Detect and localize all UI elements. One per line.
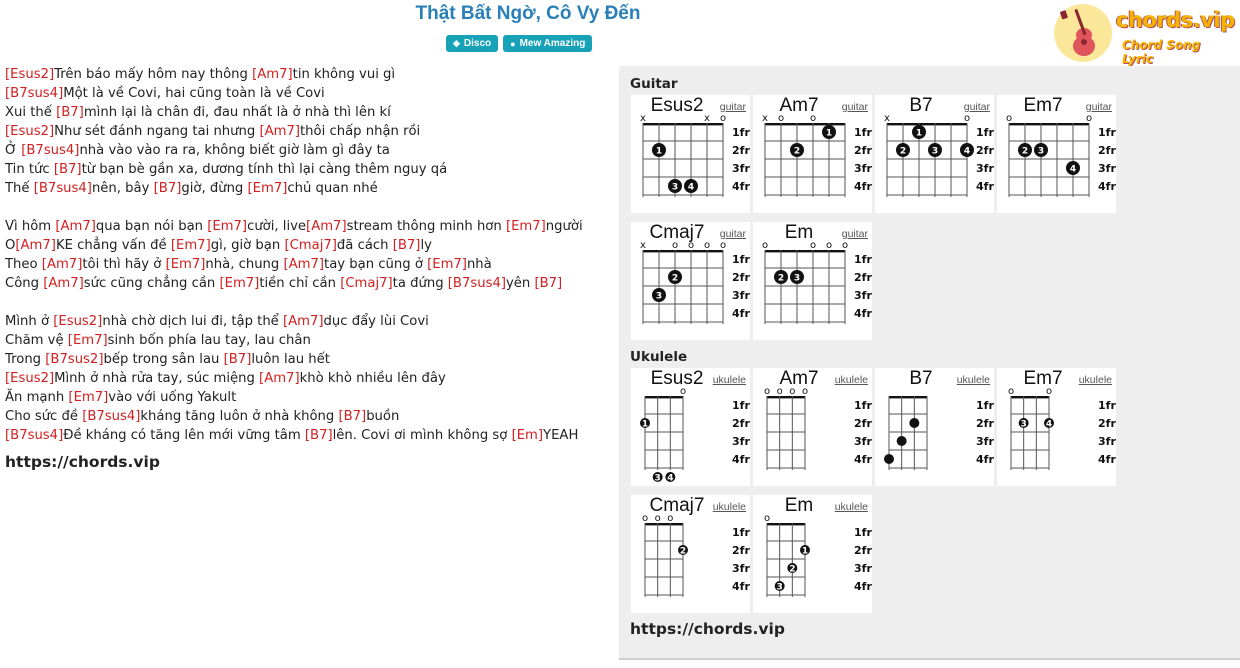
panel-footer-url[interactable]: https://chords.vip: [630, 620, 785, 638]
muted-string-marker: x: [884, 113, 890, 124]
lyric-text: YEAH: [543, 428, 579, 443]
open-string-marker: o: [671, 240, 679, 251]
open-string-marker: o: [1045, 386, 1053, 397]
fret-label: 3fr: [854, 162, 872, 175]
chord-token[interactable]: [Am7]: [55, 219, 96, 234]
genre-badge-label: Disco: [463, 38, 492, 49]
open-string-marker: o: [763, 513, 771, 524]
finger-number: 4: [1069, 164, 1077, 175]
fret-label: 1fr: [732, 399, 750, 412]
chord-token[interactable]: [Esus2]: [5, 67, 55, 82]
chord-token[interactable]: [B7]: [56, 105, 84, 120]
lyric-text: gì, giờ bạn: [210, 238, 285, 253]
chord-name: Em7: [1023, 368, 1063, 389]
fret-label: 4fr: [732, 580, 750, 593]
chord-card-ukulele-cmaj7[interactable]: [631, 495, 750, 613]
nut-line: [645, 523, 683, 525]
lyric-text: ta đứng: [392, 276, 448, 291]
fret-label: 1fr: [1098, 126, 1116, 139]
instrument-link[interactable]: guitar: [719, 101, 746, 113]
chord-name: Em: [784, 495, 814, 516]
chord-card-guitar-em[interactable]: [753, 222, 872, 340]
fret-label: 4fr: [732, 453, 750, 466]
fret-label: 1fr: [976, 399, 994, 412]
instrument-link[interactable]: guitar: [841, 228, 868, 240]
lyric-text: dục đẩy lùi Covi: [323, 314, 429, 329]
chord-token[interactable]: [Em7]: [427, 257, 467, 272]
chord-card-ukulele-em[interactable]: [753, 495, 872, 613]
open-string-marker: o: [763, 386, 771, 397]
fret-label: 1fr: [732, 526, 750, 539]
finger-number: 1: [801, 546, 809, 557]
chord-card-guitar-b7[interactable]: [875, 95, 994, 213]
open-string-marker: o: [667, 513, 674, 524]
chord-token[interactable]: [Am7]: [259, 371, 300, 386]
lyric-line: [5, 407, 610, 426]
nut-line: [1009, 123, 1089, 125]
muted-string-marker: x: [640, 240, 646, 251]
lyric-text: sức cũng chẳng cần: [83, 276, 220, 291]
lyric-text: Tin tức: [5, 162, 54, 177]
chord-name: B7: [909, 368, 933, 389]
chord-card-ukulele-esus2[interactable]: [631, 368, 750, 486]
chord-token[interactable]: [Em7]: [247, 181, 288, 196]
chord-card-guitar-esus2[interactable]: [631, 95, 750, 213]
lyric-text: tiền chỉ cần: [259, 276, 341, 291]
finger-number: 2: [789, 564, 796, 575]
open-string-marker: o: [703, 240, 711, 251]
fret-label: 3fr: [1098, 435, 1116, 448]
instrument-link[interactable]: ukulele: [834, 374, 868, 386]
fret-label: 2fr: [1098, 417, 1116, 430]
nut-line: [1011, 396, 1049, 398]
fret-label: 2fr: [1098, 144, 1116, 157]
fret-label: 3fr: [732, 289, 750, 302]
lyric-line: [5, 274, 610, 293]
chord-name: Em: [784, 222, 814, 243]
chord-token[interactable]: [Em]: [511, 428, 544, 443]
lyrics-section: [5, 65, 610, 472]
chord-token[interactable]: [B7sus4]: [82, 409, 141, 424]
open-string-marker: o: [801, 386, 809, 397]
lyric-line: [5, 141, 610, 160]
genre-badge[interactable]: [446, 35, 498, 52]
lyric-text: thôi chấp nhận rồi: [300, 124, 421, 139]
chord-token[interactable]: [B7]: [392, 238, 421, 253]
fret-label: 4fr: [976, 180, 994, 193]
lyric-text: Như sét đánh ngang tai nhưng: [54, 124, 260, 139]
open-string-marker: o: [789, 386, 796, 397]
lyric-blank-line: [5, 293, 610, 312]
fret-label: 3fr: [854, 562, 872, 575]
lyric-text: Một là về Covi, hai cũng toàn là về Covi: [63, 86, 325, 101]
chord-token[interactable]: [B7sus4]: [21, 143, 80, 158]
lyric-text: khò khò nhiều lên đây: [299, 371, 446, 386]
fret-label: 4fr: [854, 453, 872, 466]
lyric-line: [5, 369, 610, 388]
fret-label: 3fr: [732, 562, 750, 575]
chord-token[interactable]: [Am7]: [283, 257, 325, 272]
open-string-marker: o: [1007, 386, 1015, 397]
fret-label: 1fr: [854, 253, 872, 266]
finger-number: 3: [931, 146, 939, 157]
fret-label: 3fr: [732, 435, 750, 448]
chord-token[interactable]: [Am7]: [259, 124, 301, 139]
open-string-marker: o: [809, 240, 817, 251]
lyrics-footer-url[interactable]: https://chords.vip: [5, 453, 160, 471]
artist-badge-label: Mew Amazing: [519, 38, 586, 49]
lyric-text: Mình ở nhà rửa tay, súc miệng: [54, 371, 260, 386]
open-string-marker: o: [641, 513, 649, 524]
lyric-text: Thế: [5, 181, 34, 196]
lyric-line: [5, 350, 610, 369]
lyric-line: [5, 236, 610, 255]
nut-line: [765, 250, 845, 252]
chord-token[interactable]: [Am7]: [282, 314, 324, 329]
lyric-text: kháng tăng luôn ở nhà không: [140, 409, 339, 424]
finger-dot: [884, 454, 894, 464]
chord-token[interactable]: [B7sus4]: [5, 86, 64, 101]
open-string-marker: o: [963, 113, 971, 124]
open-string-marker: o: [679, 386, 687, 397]
chord-token[interactable]: [Am7]: [252, 67, 293, 82]
user-icon: ●: [510, 38, 516, 49]
open-string-marker: o: [825, 240, 833, 251]
fret-label: 2fr: [732, 271, 750, 284]
chord-token[interactable]: [Em7]: [170, 238, 211, 253]
finger-number: 3: [776, 582, 783, 593]
lyric-line: [5, 331, 610, 350]
open-string-marker: o: [654, 513, 661, 524]
chord-token[interactable]: [Am7]: [15, 238, 56, 253]
tag-icon: ◈: [453, 38, 460, 48]
lyric-text: đã cách: [336, 238, 393, 253]
nut-line: [645, 396, 683, 398]
chord-token[interactable]: [Em7]: [67, 333, 108, 348]
chord-token[interactable]: [Esus2]: [5, 371, 55, 386]
finger-number: 3: [1037, 146, 1045, 157]
lyric-line: [5, 122, 610, 141]
finger-number: 4: [687, 182, 695, 193]
instrument-link[interactable]: ukulele: [1078, 374, 1112, 386]
lyric-text: mình lại là chân đi, đau nhất là ở nhà thì lên kí: [83, 105, 391, 120]
fret-label: 1fr: [732, 126, 750, 139]
lyric-text: nhà vào vào ra ra, không biết giờ làm gì đây ta: [79, 143, 390, 158]
lyric-lines: [5, 65, 610, 445]
open-string-marker: o: [761, 240, 769, 251]
finger-dot: [897, 436, 907, 446]
chord-name: Cmaj7: [649, 222, 705, 243]
finger-number: 1: [655, 146, 663, 157]
lyric-text: Cho sức đề: [5, 409, 83, 424]
artist-badge[interactable]: [503, 35, 592, 52]
lyric-text: luôn lau hết: [251, 352, 330, 367]
chord-token[interactable]: [Esus2]: [53, 314, 103, 329]
lyric-line: [5, 160, 610, 179]
chord-token[interactable]: [B7sus4]: [5, 428, 64, 443]
lyric-line: [5, 217, 610, 236]
chord-token[interactable]: [Em7]: [207, 219, 248, 234]
lyric-text: buồn: [366, 409, 400, 424]
fret-label: 2fr: [732, 544, 750, 557]
chord-token[interactable]: [Em7]: [505, 219, 546, 234]
lyric-line: [5, 426, 610, 445]
fret-label: 1fr: [854, 126, 872, 139]
finger-number: 2: [671, 273, 679, 284]
finger-number: 2: [679, 546, 687, 557]
lyric-text: Xui thế: [5, 105, 57, 120]
chord-token[interactable]: [Am7]: [43, 276, 84, 291]
instrument-link[interactable]: ukulele: [712, 501, 746, 513]
chord-token[interactable]: [B7]: [223, 352, 252, 367]
fret-label: 4fr: [854, 580, 872, 593]
fret-label: 4fr: [854, 307, 872, 320]
chord-card-ukulele-b7[interactable]: [875, 368, 994, 486]
lyric-text: Vì hôm: [5, 219, 56, 234]
lyric-text: ly: [420, 238, 432, 253]
lyric-line: [5, 103, 610, 122]
chord-token[interactable]: [B7]: [153, 181, 182, 196]
lyric-text: Theo: [5, 257, 42, 272]
chord-card-guitar-am7[interactable]: [753, 95, 872, 213]
lyric-line: [5, 84, 610, 103]
chord-token[interactable]: [Am7]: [41, 257, 83, 272]
chord-name: Esus2: [650, 95, 704, 116]
lyric-blank-line: [5, 198, 610, 217]
chord-token[interactable]: [B7]: [338, 409, 367, 424]
chord-name: Em7: [1023, 95, 1063, 116]
lyric-text: từ bạn bè gần xa, dương tính thì lại càng thêm nguy qá: [81, 162, 448, 177]
nut-line: [889, 396, 927, 398]
lyric-line: [5, 312, 610, 331]
chord-token[interactable]: [B7sus4]: [447, 276, 506, 291]
lyric-text: nhà, chung: [205, 257, 284, 272]
lyric-text: O: [5, 238, 16, 253]
chord-token[interactable]: [B7sus4]: [33, 181, 92, 196]
chord-token[interactable]: [B7]: [53, 162, 82, 177]
chord-name: Cmaj7: [649, 495, 705, 516]
lyric-text: sinh bốn phía lau tay, lau chân: [107, 333, 311, 348]
chord-token[interactable]: [B7sus2]: [45, 352, 104, 367]
fret-label: 4fr: [976, 453, 994, 466]
lyric-text: bếp trong sân lau: [103, 352, 224, 367]
finger-number: 4: [963, 146, 971, 157]
lyric-text: lên. Covi ơi mình không sợ: [332, 428, 512, 443]
lyric-line: [5, 255, 610, 274]
fret-label: 4fr: [732, 307, 750, 320]
lyric-text: tôi thì hãy ở: [82, 257, 166, 272]
lyric-text: nhà: [466, 257, 492, 272]
fret-label: 3fr: [1098, 162, 1116, 175]
chord-name: Am7: [779, 95, 819, 116]
open-string-marker: o: [719, 113, 727, 124]
finger-number: 3: [1020, 419, 1027, 430]
finger-number: 3: [671, 182, 679, 193]
fret-label: 4fr: [732, 180, 750, 193]
lyric-text: Trong: [5, 352, 46, 367]
fret-label: 2fr: [732, 144, 750, 157]
nut-line: [887, 123, 967, 125]
fret-label: 4fr: [1098, 453, 1116, 466]
nut-line: [767, 523, 805, 525]
lyric-text: cười, live: [247, 219, 307, 234]
nut-line: [767, 396, 805, 398]
fret-label: 3fr: [854, 289, 872, 302]
finger-number: 2: [793, 146, 801, 157]
chord-token[interactable]: [Em7]: [68, 390, 109, 405]
finger-number: 3: [793, 273, 801, 284]
fret-label: 3fr: [732, 162, 750, 175]
finger-number: 2: [777, 273, 785, 284]
fret-label: 1fr: [732, 253, 750, 266]
finger-number: 2: [1021, 146, 1029, 157]
open-string-marker: o: [1005, 113, 1013, 124]
lyric-text: Mình ở: [5, 314, 54, 329]
lyric-line: [5, 388, 610, 407]
finger-number: 3: [655, 291, 663, 302]
lyric-line: [5, 65, 610, 84]
logo-text: chords.vip: [1116, 8, 1235, 32]
chord-card-ukulele-em7[interactable]: [997, 368, 1116, 486]
chord-token[interactable]: [Em7]: [165, 257, 206, 272]
fret-label: 2fr: [854, 271, 872, 284]
instrument-link[interactable]: ukulele: [712, 374, 746, 386]
chord-diagram-panel: [619, 66, 1240, 660]
lyric-text: Đề kháng có tăng lên mới vững tâm: [63, 428, 305, 443]
chord-card-ukulele-am7[interactable]: [753, 368, 872, 486]
open-string-marker: o: [687, 240, 695, 251]
fret-label: 4fr: [1098, 180, 1116, 193]
instrument-link[interactable]: ukulele: [956, 374, 990, 386]
finger-dot: [909, 418, 919, 428]
lyric-line: [5, 179, 610, 198]
open-string-marker: o: [777, 113, 785, 124]
instrument-link[interactable]: guitar: [1085, 101, 1112, 113]
fret-label: 2fr: [732, 417, 750, 430]
logo-subtitle: Chord Song Lyric: [1122, 38, 1201, 66]
finger-number: 1: [915, 128, 923, 139]
chord-token[interactable]: [B7]: [304, 428, 333, 443]
chord-name: Am7: [779, 368, 819, 389]
chord-token[interactable]: [Cmaj7]: [284, 238, 337, 253]
lyric-text: Chăm vệ: [5, 333, 68, 348]
open-string-marker: o: [841, 240, 849, 251]
instrument-link[interactable]: guitar: [719, 228, 746, 240]
fret-label: 4fr: [854, 180, 872, 193]
fret-label: 1fr: [1098, 399, 1116, 412]
fret-label: 3fr: [976, 162, 994, 175]
fret-label: 2fr: [976, 144, 994, 157]
fret-label: 1fr: [854, 526, 872, 539]
nut-line: [643, 123, 723, 125]
chord-token[interactable]: [Cmaj7]: [340, 276, 393, 291]
lyric-text: Trên báo mấy hôm nay thông: [54, 67, 253, 82]
finger-number: 4: [667, 473, 674, 484]
chord-token[interactable]: [Em7]: [219, 276, 260, 291]
fret-label: 3fr: [976, 435, 994, 448]
chord-token[interactable]: [Esus2]: [5, 124, 55, 139]
fret-label: 2fr: [976, 417, 994, 430]
finger-number: 2: [899, 146, 907, 157]
lyric-text: KE chẳng vấn đề: [55, 238, 171, 253]
instrument-link[interactable]: ukulele: [834, 501, 868, 513]
site-logo[interactable]: [1052, 2, 1235, 66]
lyric-text: vào với uống Yakult: [108, 390, 237, 405]
open-string-marker: o: [719, 240, 727, 251]
fret-label: 3fr: [854, 435, 872, 448]
ukulele-heading: Ukulele: [630, 349, 688, 365]
chord-card-guitar-cmaj7[interactable]: [631, 222, 750, 340]
fret-label: 1fr: [854, 399, 872, 412]
chord-token[interactable]: [B7]: [534, 276, 563, 291]
muted-string-marker: x: [704, 113, 710, 124]
guitar-heading: Guitar: [630, 76, 678, 92]
instrument-link[interactable]: guitar: [841, 101, 868, 113]
muted-string-marker: x: [640, 113, 646, 124]
lyric-text: Ở: [5, 143, 22, 158]
finger-number: 4: [1045, 419, 1053, 430]
song-title: Thật Bất Ngờ, Cô Vy Đến: [415, 3, 641, 24]
instrument-link[interactable]: guitar: [963, 101, 990, 113]
finger-number: 3: [654, 473, 661, 484]
lyric-text: qua bạn nói bạn: [95, 219, 208, 234]
lyric-text: người: [545, 219, 583, 234]
lyric-text: tay bạn cũng ở: [324, 257, 428, 272]
lyric-text: giờ, đừng: [181, 181, 248, 196]
finger-number: 1: [641, 419, 649, 430]
lyric-text: tin không vui gì: [292, 67, 396, 82]
fret-label: 2fr: [854, 544, 872, 557]
fret-label: 1fr: [976, 126, 994, 139]
open-string-marker: o: [809, 113, 817, 124]
chord-card-guitar-em7[interactable]: [997, 95, 1116, 213]
lyric-text: Công: [5, 276, 44, 291]
guitar-icon: [1054, 2, 1114, 64]
lyric-text: Ăn mạnh: [5, 390, 69, 405]
chord-name: B7: [909, 95, 933, 116]
lyric-text: yên: [506, 276, 535, 291]
song-badges: [446, 35, 592, 52]
nut-line: [643, 250, 723, 252]
fret-label: 2fr: [854, 417, 872, 430]
lyric-text: nên, bây: [91, 181, 154, 196]
fret-label: 2fr: [854, 144, 872, 157]
chord-token[interactable]: [Am7]: [306, 219, 347, 234]
muted-string-marker: x: [762, 113, 768, 124]
lyric-text: chủ quan nhé: [287, 181, 378, 196]
open-string-marker: o: [1085, 113, 1093, 124]
finger-number: 1: [825, 128, 833, 139]
lyric-text: nhà chờ dịch lui đi, tập thể: [102, 314, 283, 329]
lyric-text: stream thông minh hơn: [346, 219, 506, 234]
open-string-marker: o: [776, 386, 783, 397]
chord-name: Esus2: [650, 368, 704, 389]
